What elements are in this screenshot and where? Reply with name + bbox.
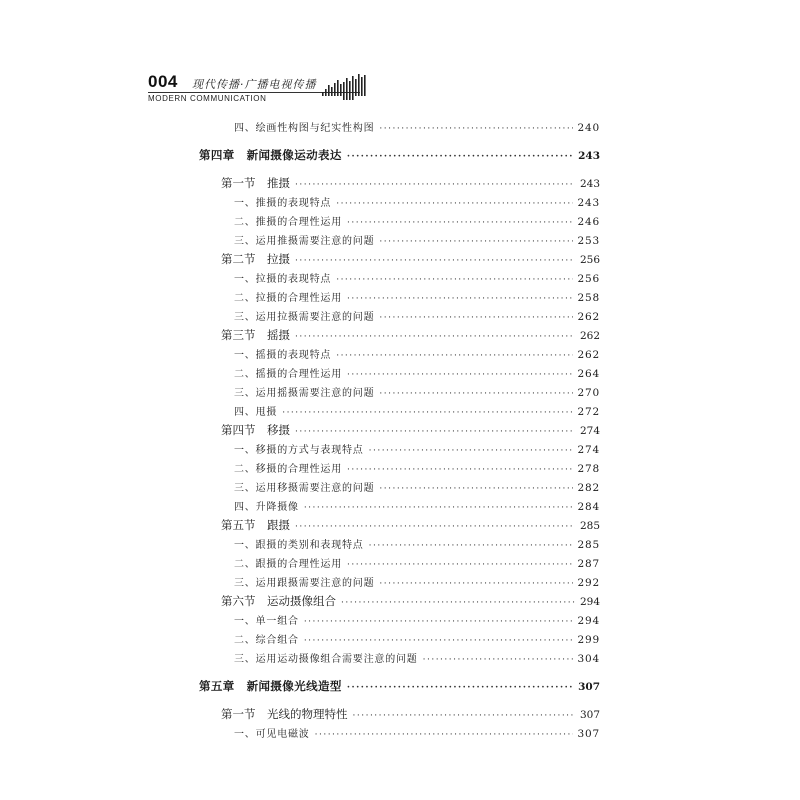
toc-item-row <box>234 650 600 665</box>
toc-entry-page-number: 274 <box>579 425 600 437</box>
dot-leader <box>295 332 575 342</box>
toc-entry-page-number: 292 <box>577 577 600 589</box>
toc-entry-label: 第一节 光线的物理特性 <box>221 707 348 721</box>
toc-entry-page-number: 262 <box>579 330 600 342</box>
toc-entry-label: 四、甩摄 <box>234 407 278 418</box>
toc-item-row <box>234 612 600 627</box>
toc-entry-label: 第五章 新闻摄像光线造型 <box>199 679 342 693</box>
dot-leader <box>369 541 573 551</box>
toc-entry-label: 四、升降摄像 <box>234 502 299 513</box>
toc-entry-page-number: 274 <box>577 444 600 456</box>
toc-entry-page-number: 272 <box>577 406 600 418</box>
dot-leader <box>295 256 575 266</box>
toc-item-row <box>234 555 600 570</box>
toc-entry-label: 一、推摄的表现特点 <box>234 198 332 209</box>
toc-entry-label: 三、运用移摄需要注意的问题 <box>234 483 375 494</box>
dot-leader <box>304 503 573 513</box>
toc-entry-label: 一、可见电磁波 <box>234 729 310 740</box>
toc-entry-page-number: 307 <box>578 681 600 693</box>
dot-leader <box>336 275 572 285</box>
toc-item-row <box>234 346 600 361</box>
toc-entry-page-number: 243 <box>577 197 600 209</box>
toc-entry-label: 三、运用跟摄需要注意的问题 <box>234 578 375 589</box>
toc-chapter-row <box>199 678 600 694</box>
dot-leader <box>295 180 575 190</box>
toc-entry-label: 三、运用推摄需要注意的问题 <box>234 236 375 247</box>
toc-entry-page-number: 285 <box>579 520 600 532</box>
dot-leader <box>347 370 573 380</box>
dot-leader <box>379 124 572 134</box>
toc-entry-label: 二、跟摄的合理性运用 <box>234 559 342 570</box>
toc-entry-label: 二、拉摄的合理性运用 <box>234 293 342 304</box>
dot-leader <box>347 465 573 475</box>
toc-entry-label: 第四章 新闻摄像运动表达 <box>199 148 342 162</box>
toc-entry-label: 二、摇摄的合理性运用 <box>234 369 342 380</box>
toc-entry-page-number: 270 <box>577 387 600 399</box>
toc-entry-label: 一、单一组合 <box>234 616 299 627</box>
toc-entry-page-number: 262 <box>577 311 600 323</box>
toc-item-row <box>234 631 600 646</box>
dot-leader <box>295 427 575 437</box>
dot-leader <box>379 237 572 247</box>
series-title-en: MODERN COMMUNICATION <box>148 94 267 103</box>
dot-leader <box>379 313 572 323</box>
toc-entry-label: 一、跟摄的类别和表现特点 <box>234 540 364 551</box>
series-title: 现代传播·广播电视传播 <box>192 78 317 91</box>
toc-entry-page-number: 262 <box>577 349 600 361</box>
dot-leader <box>369 446 573 456</box>
toc-entry-label: 三、运用拉摄需要注意的问题 <box>234 312 375 323</box>
toc-item-row <box>234 119 600 134</box>
toc-entry-page-number: 284 <box>577 501 600 513</box>
dot-leader <box>347 683 573 693</box>
toc-section-row <box>221 327 600 343</box>
toc-entry-label: 第五节 跟摄 <box>221 518 290 532</box>
toc-entry-label: 第六节 运动摄像组合 <box>221 594 336 608</box>
toc-entry-label: 第四节 移摄 <box>221 423 290 437</box>
dot-leader <box>336 351 572 361</box>
toc-item-row <box>234 289 600 304</box>
toc-entry-page-number: 264 <box>577 368 600 380</box>
dot-leader <box>282 408 572 418</box>
toc-entry-label: 二、推摄的合理性运用 <box>234 217 342 228</box>
toc-entry-label: 一、拉摄的表现特点 <box>234 274 332 285</box>
toc-entry-page-number: 278 <box>577 463 600 475</box>
dot-leader <box>353 711 575 721</box>
toc-entry-label: 第三节 摇摄 <box>221 328 290 342</box>
dot-leader <box>304 636 573 646</box>
dot-leader <box>347 560 573 570</box>
toc-section-row <box>221 251 600 267</box>
toc-entry-label: 第一节 推摄 <box>221 176 290 190</box>
dot-leader <box>347 152 573 162</box>
toc-item-row <box>234 441 600 456</box>
toc-entry-page-number: 282 <box>577 482 600 494</box>
toc-entry-label: 二、综合组合 <box>234 635 299 646</box>
toc-item-row <box>234 232 600 247</box>
dot-leader <box>379 389 572 399</box>
dot-leader <box>379 579 572 589</box>
toc-item-row <box>234 270 600 285</box>
toc-chapter-row <box>199 147 600 163</box>
toc-item-row <box>234 498 600 513</box>
toc-item-row <box>234 460 600 475</box>
toc-entry-page-number: 307 <box>577 728 600 740</box>
dot-leader <box>336 199 572 209</box>
toc-item-row <box>234 384 600 399</box>
toc-entry-page-number: 256 <box>579 254 600 266</box>
toc-entry-page-number: 258 <box>577 292 600 304</box>
toc-entry-label: 二、移摄的合理性运用 <box>234 464 342 475</box>
dot-leader <box>347 294 573 304</box>
toc-entry-page-number: 299 <box>577 634 600 646</box>
toc-entry-label: 第二节 拉摄 <box>221 252 290 266</box>
toc-entry-label: 一、移摄的方式与表现特点 <box>234 445 364 456</box>
toc-entry-page-number: 307 <box>579 709 600 721</box>
toc-entry-page-number: 256 <box>577 273 600 285</box>
toc-item-row <box>234 213 600 228</box>
toc-entry-page-number: 285 <box>577 539 600 551</box>
toc-item-row <box>234 365 600 380</box>
toc-entry-page-number: 304 <box>577 653 600 665</box>
toc-entry-page-number: 240 <box>577 122 600 134</box>
toc-section-row <box>221 517 600 533</box>
toc-section-row <box>221 175 600 191</box>
toc-item-row <box>234 536 600 551</box>
toc-entry-label: 四、绘画性构图与纪实性构图 <box>234 123 375 134</box>
toc-item-row <box>234 574 600 589</box>
toc-entry-page-number: 253 <box>577 235 600 247</box>
toc-section-row <box>221 706 600 722</box>
toc-section-row <box>221 422 600 438</box>
dot-leader <box>347 218 573 228</box>
dot-leader <box>423 655 573 665</box>
toc-entry-page-number: 246 <box>577 216 600 228</box>
toc-item-row <box>234 194 600 209</box>
toc-item-row <box>234 308 600 323</box>
toc-entry-page-number: 287 <box>577 558 600 570</box>
page-number: 004 <box>148 72 178 91</box>
toc-entry-label: 一、摇摄的表现特点 <box>234 350 332 361</box>
toc-entry-page-number: 294 <box>577 615 600 627</box>
toc-entry-page-number: 243 <box>578 150 600 162</box>
toc-entry-label: 三、运用运动摄像组合需要注意的问题 <box>234 654 418 665</box>
dot-leader <box>315 730 573 740</box>
toc-item-row <box>234 479 600 494</box>
dot-leader <box>341 598 575 608</box>
toc-entry-page-number: 243 <box>579 178 600 190</box>
dot-leader <box>379 484 572 494</box>
toc-entry-label: 三、运用摇摄需要注意的问题 <box>234 388 375 399</box>
dot-leader <box>295 522 575 532</box>
toc-item-row <box>234 725 600 740</box>
toc-item-row <box>234 403 600 418</box>
toc-entry-page-number: 294 <box>579 596 600 608</box>
dot-leader <box>304 617 573 627</box>
toc-section-row <box>221 593 600 609</box>
